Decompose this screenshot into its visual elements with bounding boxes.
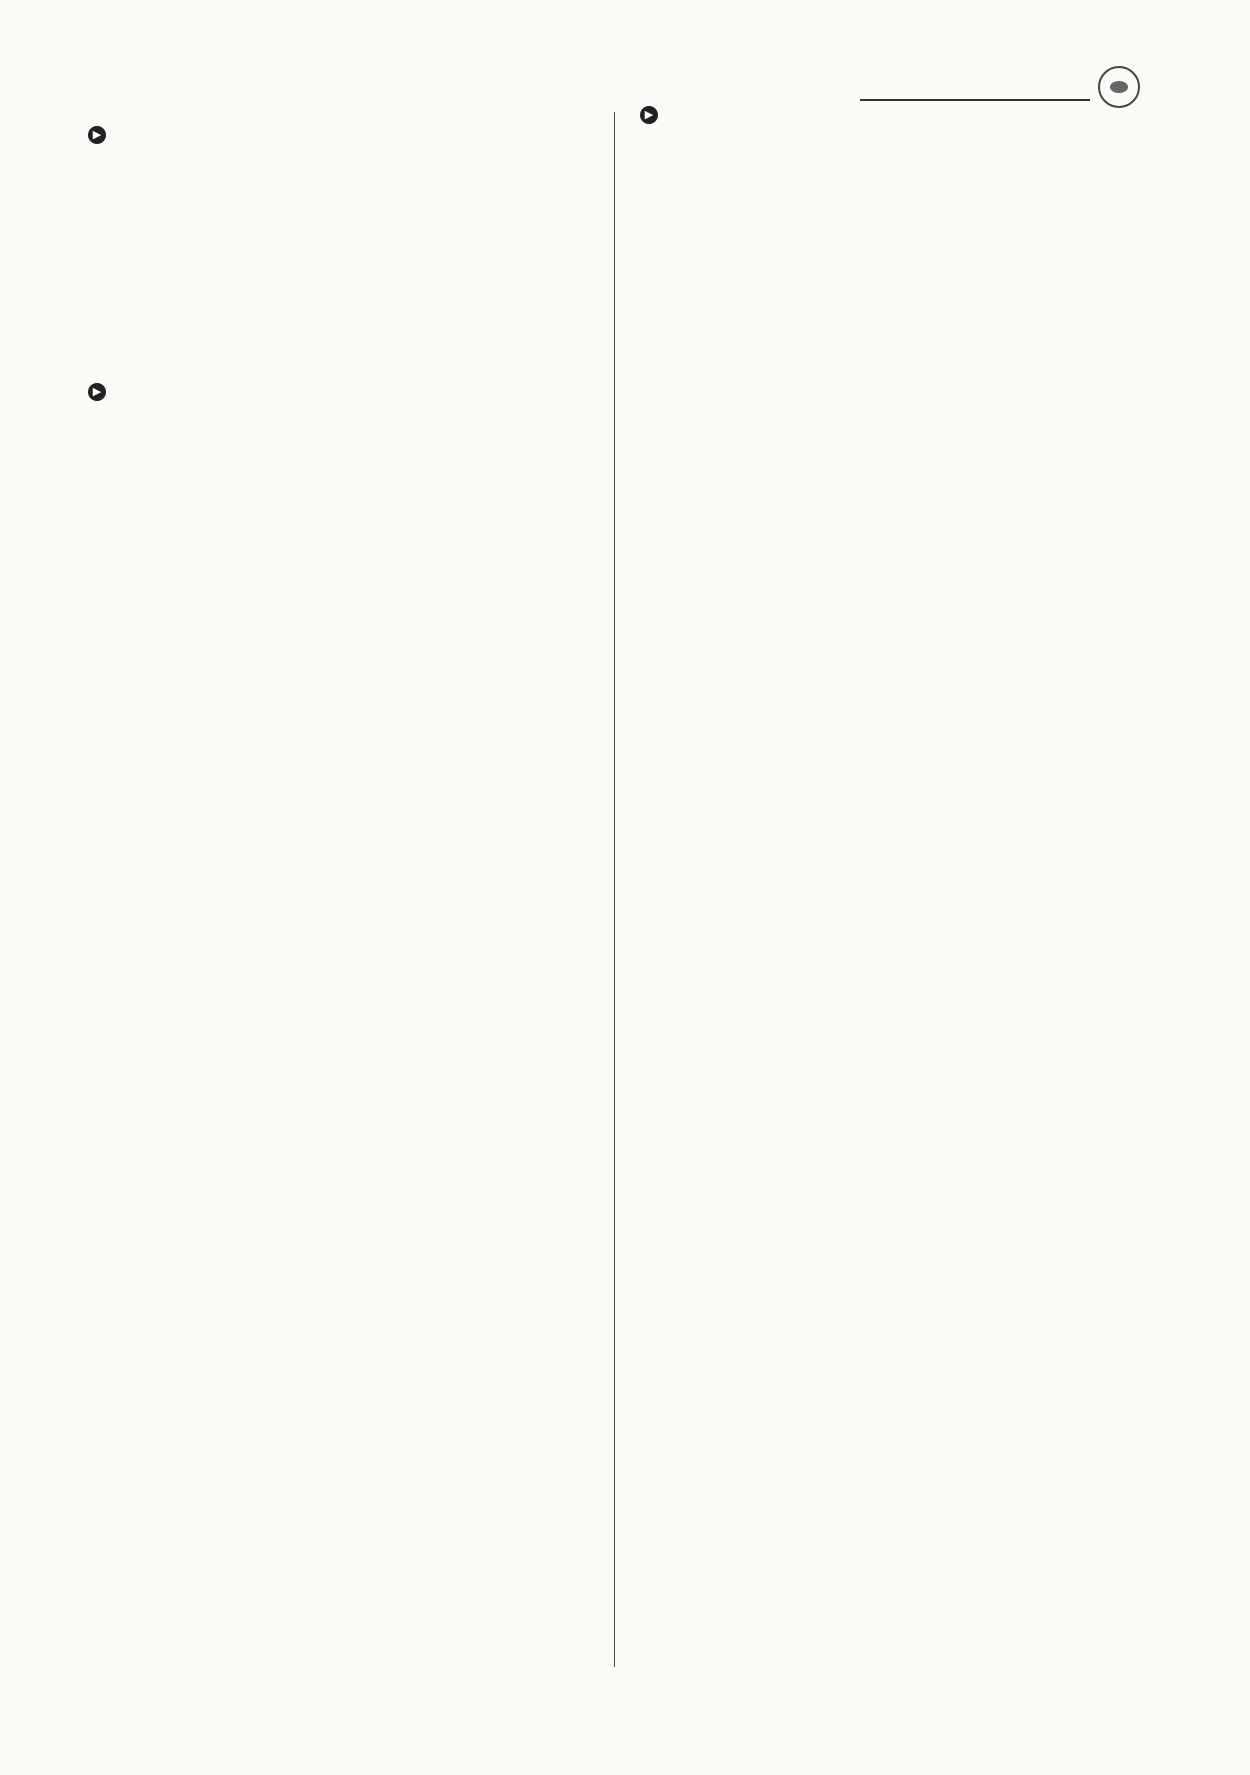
answer-item <box>640 225 1148 258</box>
answer-body <box>674 159 1148 192</box>
arrow-circle-icon: ▶ <box>88 383 106 401</box>
arrow-circle-icon: ▶ <box>640 106 658 124</box>
phrase-part-2 <box>88 278 596 377</box>
answer-number <box>640 126 674 159</box>
answer-number <box>640 192 674 225</box>
left-column <box>88 110 596 403</box>
answer-item <box>640 126 1148 159</box>
answer-body <box>674 126 1148 159</box>
word-row <box>88 278 596 311</box>
answer-item <box>640 291 1148 324</box>
word-row <box>88 245 596 278</box>
arrow-circle-icon: ▶ <box>88 126 106 144</box>
word-row <box>88 146 596 179</box>
answers-section-2 <box>640 291 1148 357</box>
word-row <box>88 179 596 212</box>
answer-item <box>640 258 1148 291</box>
answer-body <box>674 291 1148 324</box>
answer-body <box>674 192 1148 225</box>
section-ext-heading <box>640 106 1148 124</box>
answer-body <box>674 225 1148 258</box>
right-column <box>640 100 1148 357</box>
vocab-part-1 <box>88 146 596 278</box>
section-sync-heading <box>88 383 596 401</box>
answer-number <box>640 258 674 291</box>
answers-section-1 <box>640 126 1148 291</box>
answer-number <box>640 159 674 192</box>
answer-number <box>640 225 674 258</box>
answer-body <box>674 258 1148 291</box>
word-row <box>88 212 596 245</box>
answer-item <box>640 159 1148 192</box>
answer-body <box>674 324 1148 357</box>
answer-item <box>640 324 1148 357</box>
word-row <box>88 311 596 344</box>
column-divider <box>614 112 615 1667</box>
word-row <box>88 344 596 377</box>
answer-item <box>640 192 1148 225</box>
answer-number <box>640 291 674 324</box>
section-scan-heading <box>88 126 596 144</box>
answer-number <box>640 324 674 357</box>
